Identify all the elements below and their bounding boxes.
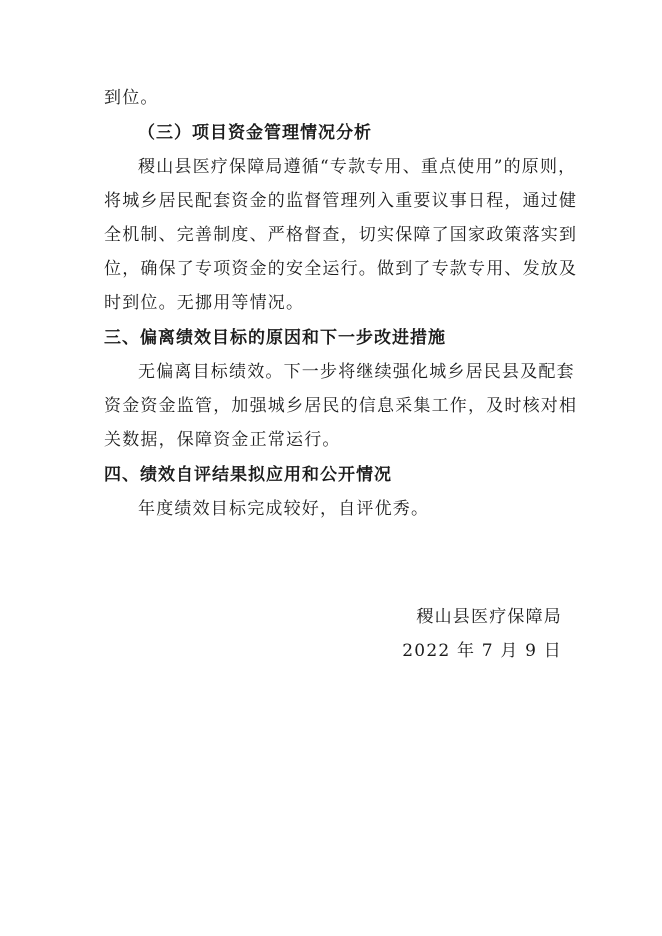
paragraph-line: 关数据，保障资金正常运行。 (104, 430, 341, 450)
signature-organization: 稷山县医疗保障局 (416, 607, 562, 627)
paragraph-line: 时到位。无挪用等情况。 (104, 293, 305, 313)
subsection-heading-fund-management: （三）项目资金管理情况分析 (138, 123, 372, 143)
paragraph-line: 稷山县医疗保障局遵循“专款专用、重点使用”的原则， (138, 157, 577, 177)
section-heading-results-application: 四、绩效自评结果拟应用和公开情况 (104, 465, 392, 485)
paragraph-line: 无偏离目标绩效。下一步将继续强化城乡居民县及配套 (138, 362, 575, 382)
paragraph-line: 位，确保了专项资金的安全运行。做到了专款专用、发放及 (104, 259, 578, 279)
section-heading-deviation: 三、偏离绩效目标的原因和下一步改进措施 (104, 328, 446, 348)
paragraph-line: 将城乡居民配套资金的监督管理列入重要议事日程，通过健 (104, 191, 578, 211)
paragraph-line: 全机制、完善制度、严格督查，切实保障了国家政策落实到 (104, 225, 578, 245)
paragraph-line: 资金资金监管，加强城乡居民的信息采集工作，及时核对相 (104, 396, 578, 416)
paragraph-line: 年度绩效目标完成较好，自评优秀。 (138, 499, 430, 519)
lead-line: 到位。 (104, 88, 159, 108)
signature-date: 2022 年 7 月 9 日 (402, 641, 562, 661)
